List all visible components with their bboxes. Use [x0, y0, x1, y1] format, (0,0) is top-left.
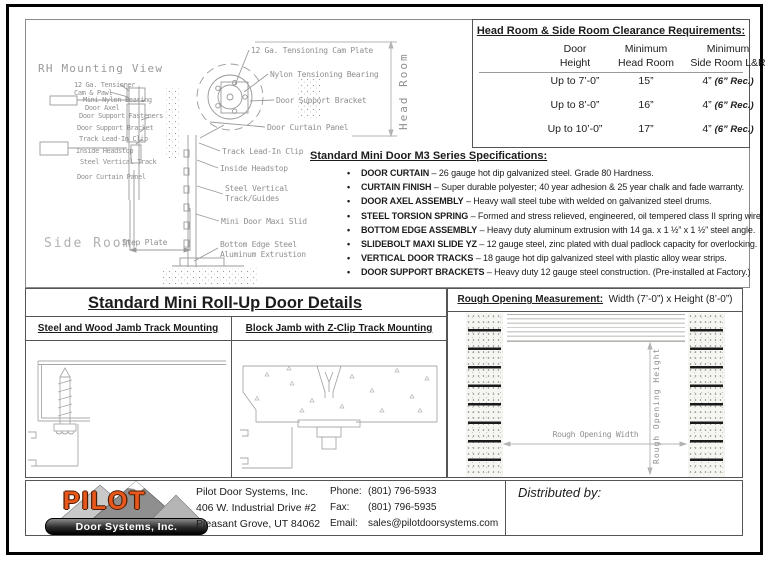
rough-opening-dimensions [447, 311, 743, 478]
table-cell: 16” [638, 99, 654, 111]
spec-item: • STEEL TORSION SPRING – Formed and stress relieved, engineered, oil tempered class II spring wire. [345, 209, 750, 223]
cad-label: Steel Vertical Track [80, 157, 157, 166]
step-plate-label: Step Plate [122, 238, 168, 247]
cad-label: Door Axel [85, 103, 120, 112]
table-cell: 4” (6” Rec.) [702, 123, 754, 135]
spec-item: • VERTICAL DOOR TRACKS – 18 gauge hot dip galvanized steel with plastic alloy wear strips. [345, 251, 750, 265]
company-street: 406 W. Industrial Drive #2 [196, 502, 317, 514]
cad-label: Door Curtain Panel [77, 172, 146, 181]
footer-divider [505, 480, 506, 536]
col-header-min-head-room: Minimum Head Room [617, 43, 675, 69]
table-cell: 4” (6” Rec.) [702, 75, 754, 87]
block-aggregate-speckles [255, 367, 429, 413]
cad-label: Door Support Fasteners [79, 111, 163, 120]
table-cell: 4” (6” Rec.) [702, 99, 754, 111]
rough-opening-width-label: Rough Opening Width [552, 430, 639, 439]
specs-list [345, 166, 764, 280]
table-row: Up to 10’-0” [547, 123, 603, 135]
fax-value: (801) 796-5935 [368, 502, 437, 513]
header-rule [479, 72, 743, 73]
steel-wood-jamb-drawing [25, 341, 231, 478]
head-room-dimension [255, 42, 397, 136]
phone-value: (801) 796-5933 [368, 486, 437, 497]
pilot-logo-banner: Door Systems, Inc. [45, 518, 208, 535]
cad-label: Cam & Pawl [74, 88, 113, 97]
cad-label: Inside Headstop [76, 146, 134, 155]
details-title: Standard Mini Roll-Up Door Details [87, 294, 363, 312]
cad-label: Door Support Bracket [77, 123, 154, 132]
cad-label: Door Support Bracket [276, 96, 367, 105]
email-label: Email: [330, 518, 358, 529]
cad-label: Bottom Edge Steel Aluminum Extrustion [220, 240, 306, 259]
email-value: sales@pilotdoorsystems.com [368, 518, 499, 529]
specs-title: Standard Mini Door M3 Series Specifications: [310, 150, 548, 162]
table-row: Up to 7’-0” [550, 75, 600, 87]
cad-label: Steel Vertical Track/Guides [225, 184, 289, 203]
rough-opening-height-label: Rough Opening Height [652, 347, 661, 465]
spec-item: • BOTTOM EDGE ASSEMBLY – Heavy duty aluminum extrusion with 14 ga. x 1 ½” x 1 ½” steel angle. [345, 223, 750, 237]
col-header-door-height: Door Height [559, 43, 591, 69]
clearance-table-title: Head Room & Side Room Clearance Requirements: [476, 25, 746, 37]
cad-label: Track Lead-In Clip [79, 135, 148, 143]
rough-opening-header: Rough Opening Measurement: Width (7’-0”) x Height (8’-0”) [457, 294, 733, 305]
details-title-rule [25, 316, 447, 317]
company-city: Pleasant Grove, UT 84062 [196, 518, 321, 530]
phone-label: Phone: [330, 486, 362, 497]
table-cell: 15” [638, 75, 654, 87]
spec-item: • CURTAIN FINISH – Super durable polyester; 40 year adhesion & 25 year chalk and fade warranty. [345, 180, 750, 194]
view-title: RH Mounting View [38, 62, 164, 75]
spec-item: • DOOR AXEL ASSEMBLY – Heavy wall steel tube with welded on galvanized steel drums. [345, 194, 750, 208]
company-name: Pilot Door Systems, Inc. [196, 486, 309, 498]
distributed-by-label: Distributed by: [518, 485, 602, 500]
table-cell: 17” [638, 123, 654, 135]
cad-label: Mini Door Maxi Slid [221, 217, 307, 226]
col-header-min-side-room: Minimum Side Room L&R [690, 43, 766, 69]
pilot-logo-wordmark: PILOT [63, 487, 147, 515]
block-jamb-zclip-drawing [231, 341, 447, 478]
details-right-header: Block Jamb with Z-Clip Track Mounting [245, 323, 433, 334]
cad-label: Track Lead-In Clip [222, 147, 304, 156]
spec-item: • DOOR SUPPORT BRACKETS – Heavy duty 12 gauge steel construction. (Pre-installed at Factory.) [345, 265, 750, 279]
cad-label: 12 Ga. Tensioning Cam Plate [251, 46, 373, 55]
table-row: Up to 8’-0” [550, 99, 600, 111]
spec-item: • DOOR CURTAIN – 26 gauge hot dip galvanized steel. Grade 80 Hardness. [345, 166, 750, 180]
cad-label: Mini Nylon Bearing [83, 95, 152, 104]
details-left-header: Steel and Wood Jamb Track Mounting [37, 323, 219, 334]
cad-label: 12 Ga. Tensioner [74, 81, 136, 89]
head-room-vertical-label: Head Room [397, 52, 410, 130]
spec-item: • SLIDEBOLT MAXI SLIDE YZ – 12 gauge steel, zinc plated with dual padlock capacity for overlocking. [345, 237, 750, 251]
fax-label: Fax: [330, 502, 350, 513]
cad-label: Nylon Tensioning Bearing [270, 70, 379, 79]
cad-label: Door Curtain Panel [267, 123, 349, 132]
cad-label: Inside Headstop [220, 164, 288, 173]
side-room-label: Side Room [44, 236, 133, 251]
